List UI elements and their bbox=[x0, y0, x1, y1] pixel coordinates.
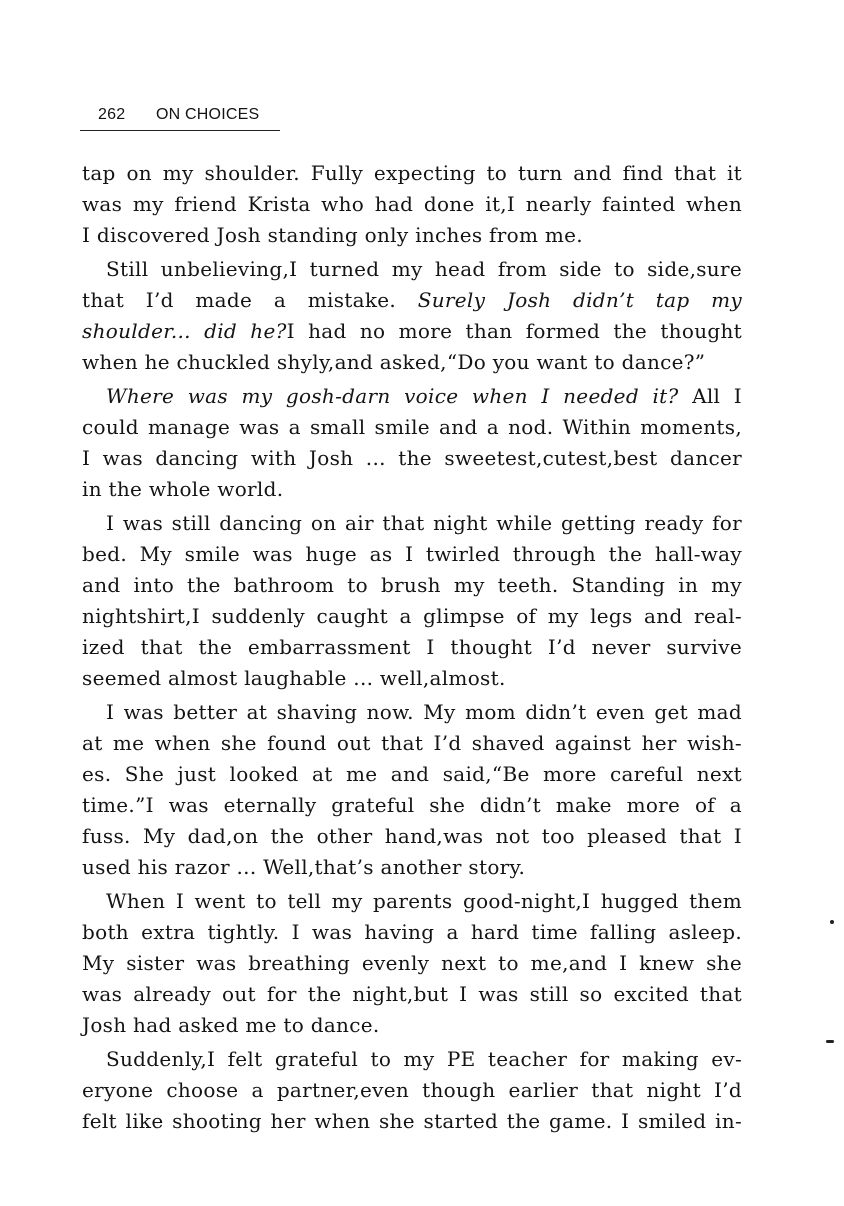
text-line: felt like shooting her when she started the game. I smiled in- bbox=[82, 1109, 742, 1133]
text-line: I was still dancing on air that night while getting ready for bbox=[106, 511, 742, 535]
text-line: used his razor ... Well,that’s another story. bbox=[82, 855, 526, 879]
text-line: fuss. My dad,on the other hand,was not too pleased that I bbox=[82, 824, 742, 848]
running-header bbox=[80, 104, 280, 131]
section-title: ON CHOICES bbox=[156, 106, 260, 123]
text-line: seemed almost laughable ... well,almost. bbox=[82, 666, 506, 690]
text-line: shoulder... did he?I had no more than formed the thought bbox=[82, 319, 742, 343]
text-line: in the whole world. bbox=[82, 477, 284, 501]
text-line: bed. My smile was huge as I twirled through the hall-way bbox=[82, 542, 742, 566]
text-line: I was dancing with Josh ... the sweetest,cutest,best dancer bbox=[82, 446, 742, 470]
text-line: could manage was a small smile and a nod. Within moments, bbox=[82, 415, 742, 439]
page-number: 262 bbox=[98, 106, 126, 123]
scan-speck bbox=[830, 920, 834, 924]
scan-speck bbox=[826, 1040, 834, 1043]
text-line: es. She just looked at me and said,“Be more careful next bbox=[82, 762, 742, 786]
text-line: Still unbelieving,I turned my head from side to side,sure bbox=[106, 257, 742, 281]
text-line: when he chuckled shyly,and asked,“Do you want to dance?” bbox=[82, 350, 706, 374]
text-line: was my friend Krista who had done it,I nearly fainted when bbox=[82, 192, 742, 216]
text-line: and into the bathroom to brush my teeth. Standing in my bbox=[82, 573, 742, 597]
text-line: Josh had asked me to dance. bbox=[82, 1013, 380, 1037]
text-line: nightshirt,I suddenly caught a glimpse of my legs and real- bbox=[82, 604, 742, 628]
text-line: Suddenly,I felt grateful to my PE teacher for making ev- bbox=[106, 1047, 742, 1071]
text-line: eryone choose a partner,even though earlier that night I’d bbox=[82, 1078, 742, 1102]
text-line: both extra tightly. I was having a hard time falling asleep. bbox=[82, 920, 742, 944]
text-line: at me when she found out that I’d shaved against her wish- bbox=[82, 731, 742, 755]
text-line: My sister was breathing evenly next to me,and I knew she bbox=[82, 951, 742, 975]
text-line: time.”I was eternally grateful she didn’t make more of a bbox=[82, 793, 742, 817]
text-line: I discovered Josh standing only inches from me. bbox=[82, 223, 583, 247]
text-line: Where was my gosh-darn voice when I needed it? All I bbox=[106, 384, 742, 408]
text-line: was already out for the night,but I was still so excited that bbox=[82, 982, 742, 1006]
text-line: ized that the embarrassment I thought I’d never survive bbox=[82, 635, 742, 659]
text-line: that I’d made a mistake. Surely Josh didn’t tap my bbox=[82, 288, 742, 312]
text-line: When I went to tell my parents good-night,I hugged them bbox=[106, 889, 742, 913]
body-text bbox=[82, 158, 742, 1137]
text-line: I was better at shaving now. My mom didn’t even get mad bbox=[106, 700, 742, 724]
text-line: tap on my shoulder. Fully expecting to turn and find that it bbox=[82, 161, 742, 185]
